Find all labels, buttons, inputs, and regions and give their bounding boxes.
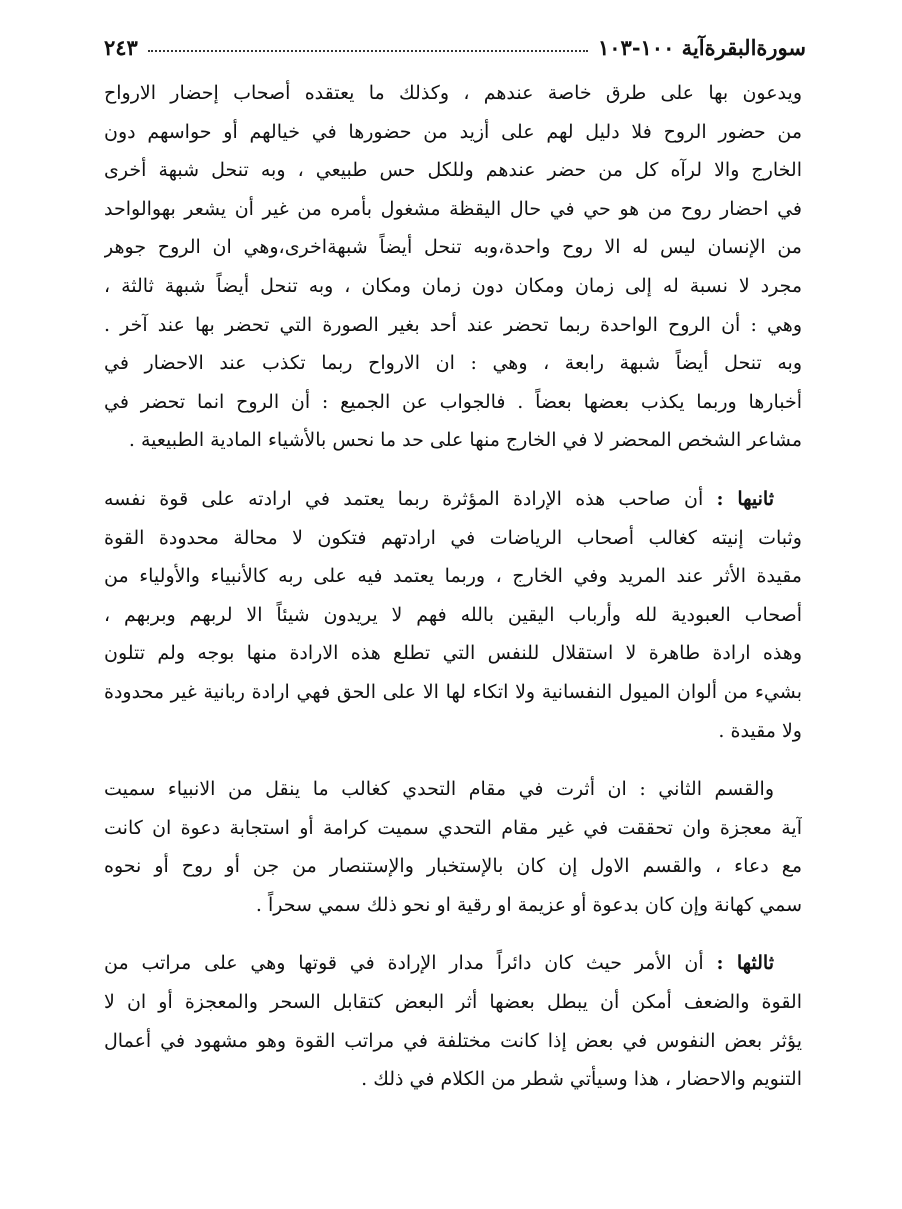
text-line: بشيء من ألوان الميول النفسانية ولا اتكاء لها الا على الحق فهي ارادة ربانية غير محدودة <box>104 680 802 703</box>
text-line: من الإنسان ليس له الا روح واحدة،وبه تنحل أيضاً شبهةاخرى،وهي ان الروح جوهر <box>104 236 802 259</box>
text-line: وبه تنحل أيضاً شبهة رابعة ، وهي : ان الارواح ربما تكذب عند الاحضار في <box>104 352 802 375</box>
text-line: القوة والضعف أمكن أن يبطل بعضها أثر البعض كتقابل السحر والمعجزة أو ان لا <box>104 991 802 1014</box>
text-line: ولا مقيدة . <box>718 719 802 742</box>
paragraph-4 <box>104 944 802 1098</box>
paragraph-gap <box>104 750 802 770</box>
page-body <box>104 74 802 1099</box>
text-line: آية معجزة وان تحققت في غير مقام التحدي سميت كرامة أو استجابة دعوة ان كانت <box>104 816 802 839</box>
text-line: يؤثر بعض النفوس في بعض إذا كانت مختلفة في مراتب القوة وهو مشهود في أعمال <box>104 1029 802 1052</box>
page-number: ٢٤٣ <box>104 34 138 60</box>
text-segment: أن الأمر حيث كان دائراً مدار الإرادة في قوتها وهي على مراتب من <box>104 952 704 975</box>
text-line: مجرد لا نسبة له إلى زمان ومكان دون زمان ومكان ، وبه تنحل أيضاً شبهة ثالثة ، <box>104 274 802 297</box>
text-line: سمي كهانة وإن كان بدعوة أو عزيمة او رقية او نحو ذلك سمي سحراً . <box>255 893 802 916</box>
text-line: التنويم والاحضار ، هذا وسيأتي شطر من الكلام في ذلك . <box>361 1068 802 1091</box>
paragraph-2 <box>104 480 802 750</box>
header-title: سورةالبقرةآية ١٠٠-١٠٣ <box>597 34 806 60</box>
page-header <box>104 30 806 64</box>
text-line: في احضار روح من هو حي في حال اليقظة مشغول بأمره من غير أن يشعر بهوالواحد <box>104 197 802 220</box>
paragraph-1 <box>104 74 802 460</box>
text-line: أخبارها وربما يكذب بعضها بعضاً . فالجواب عن الجميع : أن الروح انما تحضر في <box>104 390 802 413</box>
paragraph-gap <box>104 924 802 944</box>
text-line: أصحاب العبودية لله وأرباب اليقين بالله فهم لا يريدون شيئاً الا لربهم وبربهم ، <box>104 603 802 626</box>
paragraph-label: ثالثها : <box>716 952 774 975</box>
paragraph-3 <box>104 770 802 924</box>
text-line <box>104 944 802 983</box>
text-line: وهي : أن الروح الواحدة ربما تحضر عند أحد بغير الصورة التي تحضر بها عند آخر . <box>104 313 802 336</box>
text-line: مع دعاء ، والقسم الاول إن كان بالإستخبار والإستنصار من جن أو روح أو نحوه <box>104 855 802 878</box>
text-line: وهذه ارادة طاهرة لا استقلال للنفس التي تطلع هذه الارادة منها بوجه ولم تتلون <box>104 642 802 665</box>
paragraph-gap <box>104 460 802 480</box>
text-line: وثبات إنيته كغالب أصحاب الرياضات في ارادتهم فتكون لا محالة محدودة القوة <box>104 526 802 549</box>
text-line: ويدعون بها على طرق خاصة عندهم ، وكذلك ما يعتقده أصحاب إحضار الارواح <box>104 82 802 104</box>
text-segment: أن صاحب هذه الإرادة المؤثرة ربما يعتمد في ارادته على قوة نفسه <box>104 487 704 510</box>
text-line: والقسم الثاني : ان أثرت في مقام التحدي كغالب ما ينقل من الانبياء سميت <box>104 778 774 801</box>
paragraph-label: ثانيها : <box>716 487 774 510</box>
header-dotted-rule <box>148 50 588 52</box>
text-line: من حضور الروح فلا دليل لهم على أزيد من حضورها في خيالهم أو حواسهم دون <box>104 120 802 143</box>
text-line <box>104 480 802 519</box>
text-line: الخارج والا لرآه كل من حضر عندهم وللكل حس طبيعي ، وبه تنحل شبهة أخرى <box>104 159 802 182</box>
text-line: مشاعر الشخص المحضر لا في الخارج منها على حد ما نحس بالأشياء المادية الطبيعية . <box>128 429 802 452</box>
text-line: مقيدة الأثر عند المريد وفي الخارج ، وربما يعتمد فيه على ربه كالأنبياء والأولياء من <box>104 565 802 588</box>
